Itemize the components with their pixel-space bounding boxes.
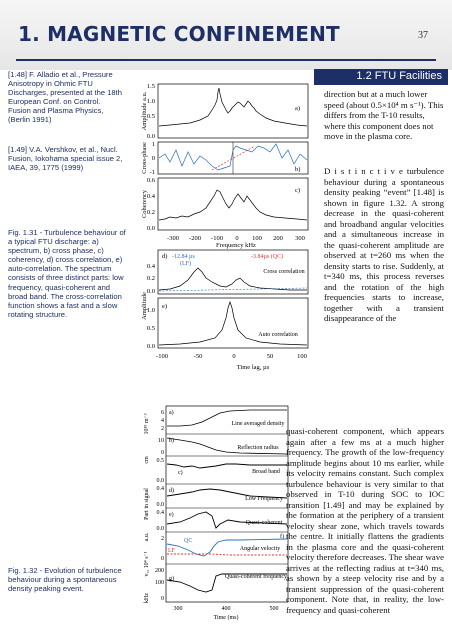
tick: -1 (149, 169, 155, 176)
tick: 0.5 (156, 458, 164, 464)
reference-1-48: [1.48] F. Alladio et al., Pressure Anisotropy in Ohmic FTU Discharges, presented at the 18th European Conf. on Control. Fusion and Plasma Physics, (Berlin 1991) (8, 70, 122, 125)
fig131-panel-a (141, 83, 308, 140)
ylabel-velocity: v₀, 10⁴ s⁻¹ (144, 551, 150, 577)
header-rule (16, 59, 436, 61)
tick: 0.4 (156, 486, 164, 492)
paragraph-2-narrow-text: D i s t i n c t i v e turbulence behaviour during a spontaneous density peaking “event” [1.48] is shown in figure 1.32. A strong decrease in the quasi-coherent and broadband angular velocities and a simultaneous increase in the quasi-coherent amplitude are observed at t=260 ms when the density starts to rise. Suddenly, at t=340 ms, this process reverses and the rotation of the high frequencies starts to increase, together with a transient disappearance of the (324, 166, 444, 323)
fig131-c-ylabel: Coherency (141, 189, 148, 219)
low-frequency-curve (167, 489, 287, 498)
figure-1-32-caption: Fig. 1.32 - Evolution of turbulence behaviour during a spontaneous density peaking event. (8, 566, 122, 594)
tag-b: b) (295, 166, 301, 173)
fig131-a-ylabel: Amplitude a.u. (141, 91, 148, 131)
ylabel-au: a.u. (144, 532, 150, 542)
tick: 0.2 (146, 275, 155, 282)
label-reflection: Reflection radius (237, 445, 279, 451)
fig131-panel-b (141, 141, 308, 176)
broad-band-curve (167, 464, 287, 468)
tick: 500 (269, 606, 279, 612)
tick: -100 (156, 353, 168, 360)
label-qc-frequency: Quasi-coherent frequency (224, 574, 288, 580)
fig131-amp-ylabel: Amplitude (141, 292, 148, 320)
figure-1-31-caption: Fig. 1.31 - Turbulence behaviour of a typical FTU discharge: a) spectrum, b) cross phase, c) coherency, d) cross correlation, e) auto-correlation. The spectrum consists of three distinct parts: low frequency, quasi-coherent and broad band. The cross-correlation function shows a fast and a slow rotating structure. (8, 228, 126, 319)
tag-e: e) (162, 303, 168, 310)
tick: 0 (151, 155, 155, 162)
annot-qc: -3.84µs (QC) (251, 254, 284, 260)
tag-c: c) (295, 187, 301, 194)
page-header (0, 0, 452, 70)
fig131-b-ylabel: Cross-phase (141, 142, 148, 174)
body-paragraph-2-wide (286, 426, 444, 615)
tick: 2 (161, 536, 164, 542)
tick: 0.0 (156, 526, 164, 532)
lf-velocity-curve (167, 554, 287, 555)
tick: 0.0 (146, 343, 155, 350)
annot-lf: LF (168, 548, 176, 554)
ylabel-density: 10¹⁹ m⁻³ (144, 413, 150, 435)
tick: 200 (155, 568, 164, 574)
annot-lf-2: (LF) (180, 261, 191, 267)
reference-1-49: [1.49] V.A. Vershkov, et al., Nucl. Fusion, Iokohama special issue 2, IAEA, 39, 1775 (1999) (8, 145, 123, 173)
tick: 0.4 (156, 510, 164, 516)
label-angular-velocity: Angular velocity (239, 546, 281, 552)
tick: 4 (161, 418, 164, 424)
cross-corr-label: Cross correlation (263, 269, 305, 275)
tick: 2 (161, 426, 164, 432)
tick: 0.0 (146, 133, 155, 140)
tick: 0.0 (146, 288, 155, 295)
tick: 0.4 (146, 263, 155, 270)
tick: 0.5 (146, 325, 155, 332)
tick: 0.5 (146, 113, 155, 120)
tick: 0.6 (146, 177, 155, 184)
tick: -100 (211, 235, 223, 242)
figure-1-32 (140, 404, 290, 624)
tick: 0 (232, 353, 236, 360)
fig131-panel-d (147, 250, 308, 295)
tick: 1 (151, 141, 155, 148)
tag-e: e) (169, 512, 174, 518)
tag-a: a) (295, 105, 301, 112)
tick: 0.4 (146, 193, 155, 200)
ylabel-part: Part in signal (144, 488, 150, 520)
tag-b: b) (169, 438, 174, 444)
tick: 50 (266, 353, 274, 360)
label-low-frequency: Low Frequency (245, 496, 283, 502)
page-number: 37 (418, 30, 428, 41)
ylabel-khz: kHz (144, 593, 150, 603)
tick: 200 (273, 235, 283, 242)
annot-lf: -12.84 µs (172, 254, 195, 260)
figure-1-31 (140, 80, 315, 390)
tick: 1.5 (146, 83, 155, 90)
annot-qc: QC (184, 538, 193, 544)
tick: -300 (167, 235, 179, 242)
tag-a: a) (169, 410, 174, 416)
auto-correlation-curve (159, 302, 307, 345)
tick: 0.0 (156, 478, 164, 484)
time-axis-label: Time (ms) (213, 615, 239, 621)
fig131-panel-c (141, 177, 308, 249)
tick: 0 (161, 556, 164, 562)
tick: 100 (155, 580, 164, 586)
tick: 0 (161, 450, 164, 456)
tick: 0.2 (146, 209, 155, 216)
tick: 300 (295, 235, 305, 242)
label-broad-band: Broad band (252, 469, 280, 475)
label-quasi-coherent: Quasi-coherent (245, 520, 283, 526)
tick: 1.0 (146, 307, 155, 314)
tag-g: g) (169, 576, 174, 582)
spectrum-curve (159, 88, 307, 126)
tag-c: c) (178, 470, 183, 476)
auto-corr-label: Auto correlation (258, 332, 298, 338)
coherency-curve (159, 190, 307, 220)
section-title: 1.2 FTU Facilities (356, 70, 442, 82)
tick: 0.0 (156, 502, 164, 508)
tick: 0 (235, 235, 239, 242)
tick: 0.0 (146, 225, 155, 232)
body-paragraph-2-narrow (324, 166, 444, 324)
section-heading-bar (314, 69, 448, 85)
chapter-title: 1. MAGNETIC CONFINEMENT (18, 22, 340, 46)
freq-axis-label: Frequency kHz (216, 242, 256, 249)
tick: 6 (161, 410, 164, 416)
paragraph-2-wide-text: quasi-coherent component, which appears again after a few ms at a much higher frequency. The growth of the low-frequency amplitude begins about 10 ms earlier, while its velocity remains constant. Such complex turbulence behaviour is very similar to that observed in T-10 during SOC to IOC transition [1.49] and may be explained by the formation at the periphery of a transient velocity shear zone, which travels towards the centre. It initially flattens the gradients in the plasma core and the quasi-coherent velocity therefore decreases. The shear wave arrives at the reflecting radius at t=340 ms, as shown by a steep velocity rise and by a transient suppression of the quasi-coherent component. Note that, in reality, the low-frequency and quasi-coherent (286, 426, 444, 615)
body-paragraph-1 (324, 89, 444, 142)
label-line-density: Line averaged density (231, 421, 285, 427)
tick: 1.0 (146, 98, 155, 105)
tick: 10 (158, 438, 164, 444)
tag-d: d) (169, 488, 174, 494)
tick: 0 (161, 596, 164, 602)
tick: -200 (189, 235, 201, 242)
tick: 100 (252, 235, 262, 242)
fig131-panel-e (141, 292, 308, 371)
tag-f: f) (280, 534, 284, 540)
ylabel-cm: cm (144, 456, 150, 464)
tick: 300 (173, 606, 183, 612)
tick: 100 (297, 353, 307, 360)
tick: 400 (221, 606, 231, 612)
time-axis-label: Time lag, µs (236, 364, 270, 371)
tick: -50 (193, 353, 203, 360)
paragraph-1-text: direction but at a much lower speed (about 0.5×10⁴ m s⁻¹). This differs from the T-10 results, where this component does not move in the plasma core. (324, 89, 444, 141)
tag-d: d) (162, 253, 168, 260)
